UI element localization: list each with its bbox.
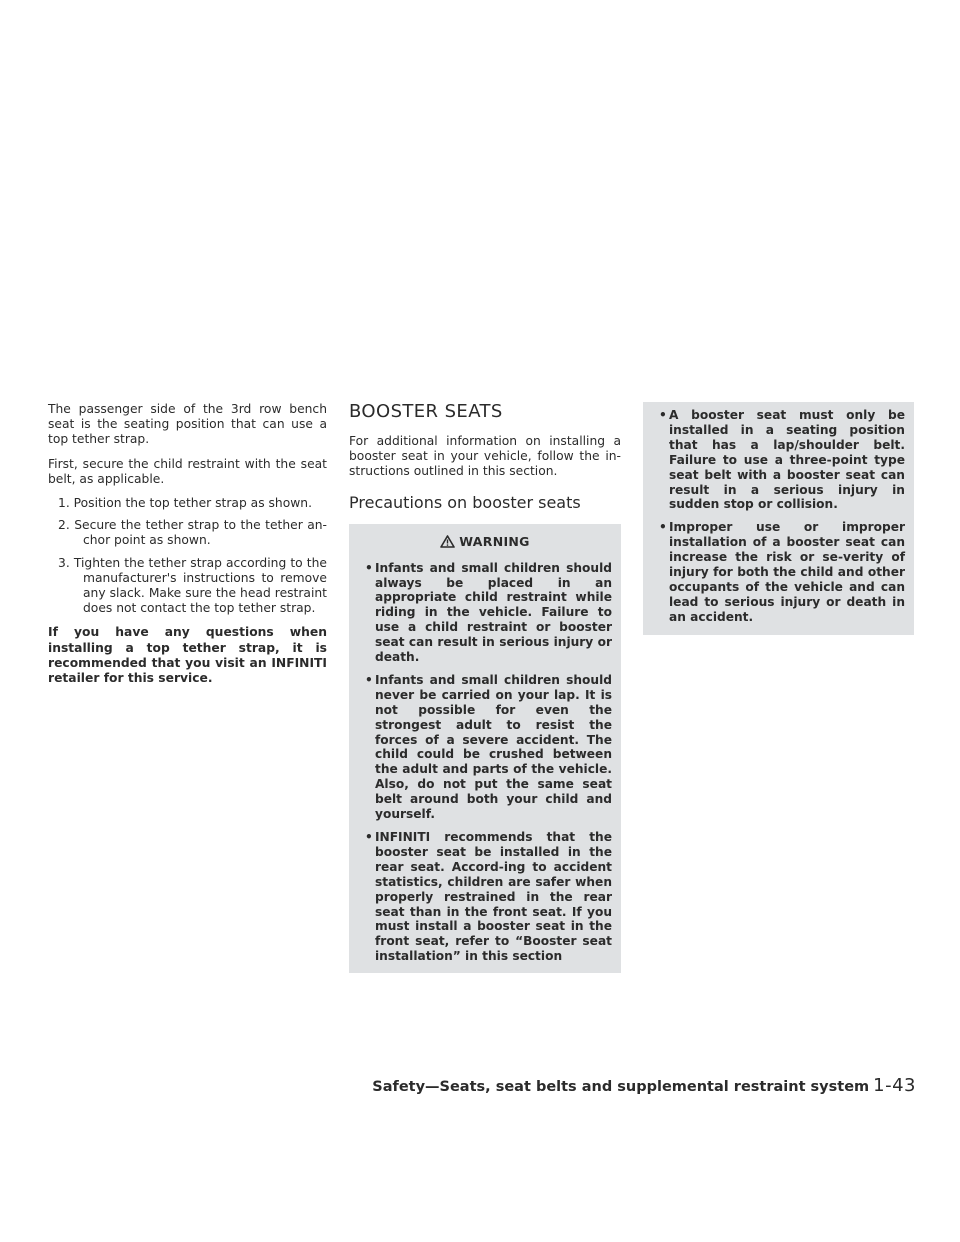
steps-list <box>48 496 327 616</box>
warning-text: INFINITI recommends that the booster seat be installed in the rear seat. Accord-ing to accident statistics, children are safer when properly restrained in the rear seat than in the front seat. If you must install a booster seat in the front seat, refer to “Booster seat installation” in this section <box>375 830 612 964</box>
list-item <box>358 561 612 665</box>
step-text: Position the top tether strap as shown. <box>73 496 312 511</box>
step-text: Tighten the tether strap according to the manufacturer's instructions to remove any slack. Make sure the head restraint does not contact the top tether strap. <box>73 555 327 616</box>
warning-text: Infants and small children should always be placed in an appropriate child restraint while riding in the vehicle. Failure to use a child restraint or booster seat can result in serious injury or death. <box>375 560 612 665</box>
page-footer <box>372 1075 916 1096</box>
bullet: • <box>659 520 667 535</box>
right-column <box>643 402 914 635</box>
warning-list <box>358 561 612 965</box>
warning-box-continued <box>643 402 914 635</box>
warning-triangle-icon <box>440 535 455 548</box>
bullet: • <box>365 560 373 575</box>
step-number: 3. <box>58 555 70 570</box>
left-column <box>48 402 327 686</box>
step-number: 2. <box>58 518 70 533</box>
list-item <box>652 520 905 624</box>
warning-text: Infants and small children should never be carried on your lap. It is not possible for even the strongest adult to resist the forces of a severe accident. The child could be crushed between the adult and parts of the vehicle. Also, do not put the same seat belt around both your child and yourself. <box>375 672 612 822</box>
step-text: Secure the tether strap to the tether an-chor point as shown. <box>74 518 327 548</box>
intro-paragraph: The passenger side of the 3rd row bench seat is the seating position that can use a top tether strap. <box>48 402 327 447</box>
section-heading: BOOSTER SEATS <box>349 401 503 422</box>
retailer-note: If you have any questions when installing a top tether strap, it is recommended that you visit an INFINITI retailer for this service. <box>48 625 327 686</box>
list-item <box>48 518 327 548</box>
warning-text: Improper use or improper installation of a booster seat can increase the risk or se-verity of injury for both the child and other occupants of the vehicle and can lead to serious injury or death in an accident. <box>669 520 905 624</box>
warning-list <box>652 408 905 625</box>
warning-box <box>349 524 621 974</box>
middle-column <box>349 402 621 973</box>
list-item <box>358 830 612 964</box>
list-item <box>358 673 612 822</box>
section-intro: For additional information on installing a booster seat in your vehicle, follow the in-structions outlined in this section. <box>349 434 621 479</box>
sub-heading: Precautions on booster seats <box>349 492 581 512</box>
bullet: • <box>659 408 667 422</box>
warning-text: A booster seat must only be installed in a seating position that has a lap/shoulder belt. Failure to use a three-point type seat belt with a booster seat can result in a serious injury in sudden stop or collision. <box>669 408 905 512</box>
bullet: • <box>365 830 373 845</box>
footer-section-title: Safety—Seats, seat belts and supplemental restraint system <box>372 1079 870 1095</box>
instruction-paragraph: First, secure the child restraint with the seat belt, as applicable. <box>48 456 327 486</box>
page-number: 1-43 <box>873 1075 916 1096</box>
list-item <box>48 496 327 511</box>
list-item <box>652 408 905 512</box>
warning-label: WARNING <box>459 533 530 549</box>
warning-header <box>358 534 612 549</box>
bullet: • <box>365 672 373 687</box>
step-number: 1. <box>58 496 70 511</box>
list-item <box>48 556 327 617</box>
